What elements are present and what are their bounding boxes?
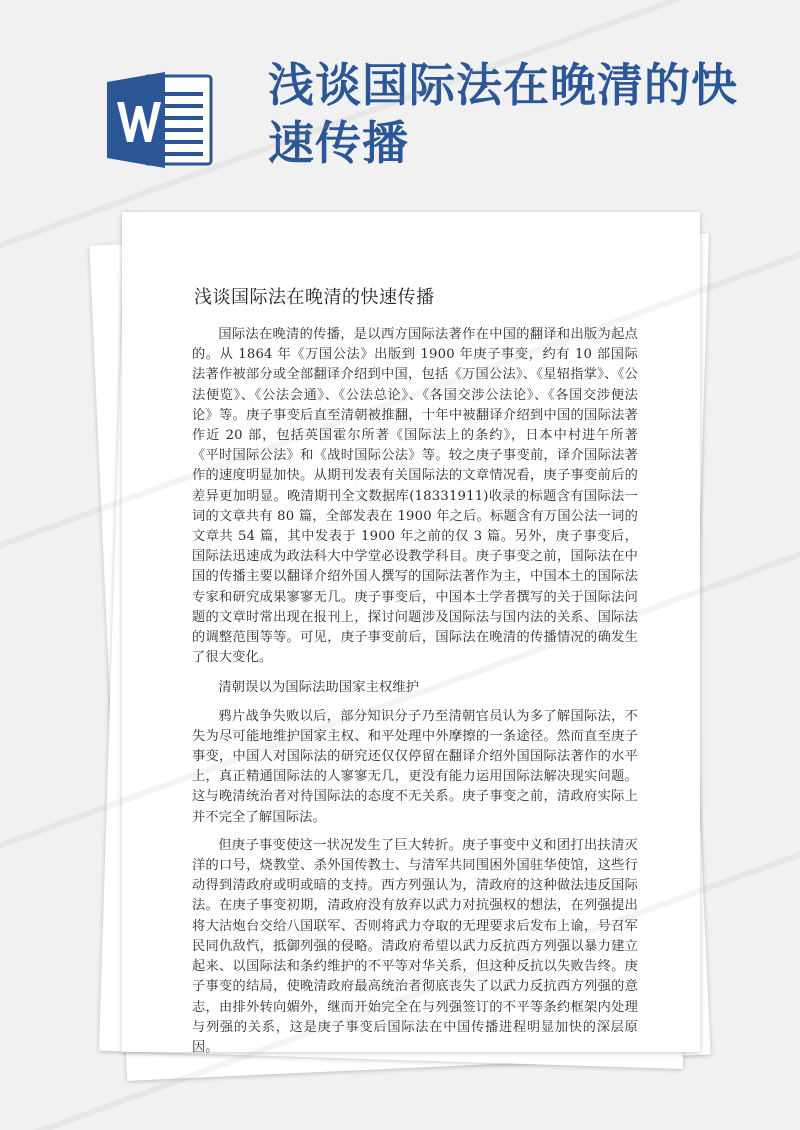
section-heading: 清朝误以为国际法助国家主权维护: [218, 680, 420, 696]
page-title: 浅谈国际法在晚清的快速传播: [268, 58, 738, 170]
word-document-icon: [105, 72, 215, 168]
document-body: [192, 325, 638, 1058]
document-title: 浅谈国际法在晚清的快速传播: [194, 287, 435, 308]
body-paragraph: 但庚子事变使这一状况发生了巨大转折。庚子事变中义和团打出扶清灭洋的口号，烧教堂、杀外国传教士、与清军共同围困外国驻华使馆，这些行动得到清政府或明或暗的支持。西方列强认为，清政府的这种做法违反国际法。在庚子事变初期，清政府没有放弃以武力对抗强权的想法，在列强提出将大沽炮台交给八国联军、否则将武力夺取的无理要求后发布上谕，号召军民同仇敌忾，抵御列强的侵略。清政府希望以武力反抗西方列强以暴力建立起来、以国际法和条约维护的不平等对华关系，但这种反抗以失败告终。庚子事变的结局，使晚清政府最高统治者彻底丧失了以武力反抗西方列强的意志，由排外转向媚外，继而开始完全在与列强签订的不平等条约框架内处理与列强的关系，这是庚子事变后国际法在中国传播进程明显加快的深层原因。: [192, 837, 638, 1055]
body-paragraph: 国际法在晚清的传播，是以西方国际法著作在中国的翻译和出版为起点的。从 1864 年《万国公法》出版到 1900 年庚子事变，约有 10 部国际法著作被部分或全部翻译介绍到中国，包括《万国公法》、《星轺指掌》、《公法便览》、《公法会通》、《公法总论》、《各国交涉公法论》、《各国交涉便法论》等。庚子事变后直至清朝被推翻，十年中被翻译介绍到中国的国际法著作近 20 部，包括英国霍尔所著《国际法上的条约》，日本中村进午所著《平时国际公法》和《战时国际公法》等。较之庚子事变前，译介国际法著作的速度明显加快。从期刊发表有关国际法的文章情况看，庚子事变前后的差异更加明显。晚清期刊全文数据库(18331911)收录的标题含有国际法一词的文章共有 80 篇，全部发表在 1900 年之后。标题含有万国公法一词的文章共 54 篇，其中发表于 1900 年之前的仅 3 篇。另外，庚子事变后，国际法迅速成为政法科大中学堂必设教学科目。庚子事变之前，国际法在中国的传播主要以翻译介绍外国人撰写的国际法著作为主，中国本土的国际法专家和研究成果寥寥无几。庚子事变后，中国本土学者撰写的关于国际法问题的文章时常出现在报刊上，探讨问题涉及国际法与国内法的关系、国际法的调整范围等等。可见，庚子事变前后，国际法在晚清的传播情况的确发生了很大变化。: [192, 327, 638, 666]
body-paragraph: 鸦片战争失败以后，部分知识分子乃至清朝官员认为多了解国际法，不失为尽可能地维护国家主权、和平处理中外摩擦的一条途径。然而直至庚子事变，中国人对国际法的研究还仅仅停留在翻译介绍外国国际法著作的水平上，真正精通国际法的人寥寥无几，更没有能力运用国际法解决现实问题。这与晚清统治者对待国际法的态度不无关系。庚子事变之前，清政府实际上并不完全了解国际法。: [192, 708, 638, 825]
